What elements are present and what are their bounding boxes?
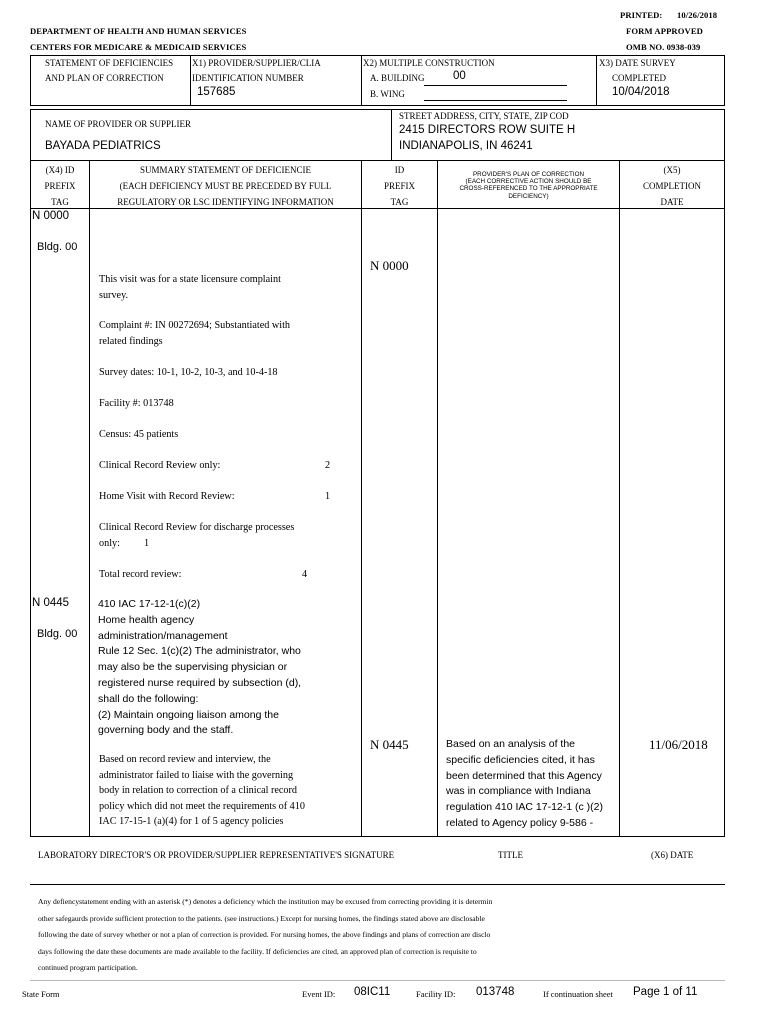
complaint-text	[99, 318, 354, 349]
event-id-label: Event ID:	[302, 989, 336, 999]
x3-label-1: X3) DATE SURVEY	[599, 58, 676, 68]
finding-line: IAC 17-15-1 (a)(4) for 1 of 5 agency policies	[99, 816, 284, 827]
home-visit-label: Home Visit with Record Review:	[99, 491, 235, 502]
visit-line-2: survey.	[99, 289, 129, 301]
provider-id-value: 157685	[197, 86, 236, 98]
x4-header-1: (X4) ID	[45, 165, 75, 175]
x5-header-2: COMPLETION	[643, 181, 701, 191]
regulation-line: Home health agency	[98, 613, 195, 626]
id-prefix-tag-1: N 0000	[370, 258, 409, 273]
plan-line: Based on an analysis of the	[446, 738, 576, 750]
title-label: TITLE	[498, 850, 523, 860]
regulation-line: (2) Maintain ongoing liaison among the	[98, 708, 279, 721]
printed-date: 10/26/2018	[677, 10, 718, 20]
home-visit-value: 1	[325, 491, 331, 502]
completion-date: 11/06/2018	[649, 737, 708, 752]
plan-line: been determined that this Agency	[446, 769, 602, 782]
address-line-1: 2415 DIRECTORS ROW SUITE H	[399, 124, 576, 136]
disclaimer-line: Any defiencystatement ending with an asterisk (*) denotes a deficiency which the institution may be excused from correcting providing it is determin	[38, 897, 493, 906]
facility-number-text: Facility #: 013748	[99, 398, 174, 409]
finding-line: body in relation to correction of a clinical record	[99, 785, 298, 796]
disclaimer	[38, 894, 724, 977]
signature-label: LABORATORY DIRECTOR'S OR PROVIDER/SUPPLIER REPRESENTATIVE'S SIGNATURE	[38, 850, 395, 860]
x1-label-1: X1) PROVIDER/SUPPLIER/CLIA	[192, 58, 321, 68]
x4-header-3: TAG	[51, 197, 69, 207]
continuation-label: If continuation sheet	[543, 989, 613, 999]
facility-id-value: 013748	[476, 986, 515, 998]
id-header-3: TAG	[390, 197, 409, 207]
total-review-value: 4	[302, 569, 308, 580]
id-header-1: ID	[394, 165, 405, 175]
provider-name-label: NAME OF PROVIDER OR SUPPLIER	[45, 119, 192, 129]
provider-name-value: BAYADA PEDIATRICS	[45, 140, 161, 152]
regulation-line: governing body and the staff.	[98, 724, 234, 737]
building-label: A. BUILDING	[370, 73, 425, 83]
form-approved: FORM APPROVED	[626, 26, 703, 36]
department-title: DEPARTMENT OF HEALTH AND HUMAN SERVICES	[30, 26, 247, 36]
discharge-review-label: only:	[99, 538, 120, 549]
finding-line: Based on record review and interview, the	[99, 754, 271, 765]
prefix-tag-1: N 0000	[32, 210, 70, 222]
regulation-text	[98, 597, 358, 739]
visit-text	[99, 272, 354, 303]
plan-header	[438, 171, 619, 200]
omb-number: OMB NO. 0938-039	[626, 42, 701, 52]
regulation-line: 410 IAC 17-12-1(c)(2)	[98, 598, 201, 610]
plan-of-correction-text	[446, 737, 616, 832]
building-tag-1: Bldg. 00	[37, 241, 78, 253]
plan-line: specific deficiencies cited, it has	[446, 753, 595, 766]
plan-header-2: (EACH CORRECTIVE ACTION SHOULD BE	[465, 178, 592, 186]
clinical-review-value: 2	[325, 460, 331, 471]
regulation-line: may also be the supervising physician or	[98, 661, 288, 674]
plan-header-4: DEFICIENCY)	[508, 192, 549, 200]
visit-line-1: This visit was for a state licensure complaint	[99, 274, 281, 285]
x5-header-1: (X5)	[663, 165, 681, 175]
plan-header-3: CROSS-REFERENCED TO THE APPROPRIATE	[459, 185, 598, 193]
disclaimer-line: continued program participation.	[38, 963, 138, 972]
building-value: 00	[453, 70, 466, 82]
wing-label: B. WING	[370, 89, 405, 99]
discharge-review-value: 1	[144, 538, 150, 549]
printed-label: PRINTED:	[620, 10, 663, 20]
x1-label-2: IDENTIFICATION NUMBER	[192, 73, 304, 83]
complaint-line-1: Complaint #: IN 00272694; Substantiated with	[99, 320, 291, 331]
facility-id-label: Facility ID:	[416, 989, 456, 999]
plan-header-1: PROVIDER'S PLAN OF CORRECTION	[472, 171, 585, 178]
id-header-2: PREFIX	[383, 181, 415, 191]
disclaimer-line: other safegaurds provide sufficient protection to the patients. (see instructions.) Except for nursing homes, the findings stated above are disclosable	[38, 913, 485, 923]
regulation-line: Rule 12 Sec. 1(c)(2) The administrator, who	[98, 645, 301, 658]
summary-header-2: (EACH DEFICIENCY MUST BE PRECEDED BY FULL	[119, 181, 332, 191]
regulation-line: registered nurse required by subsection (d),	[98, 676, 302, 689]
x4-header-2: PREFIX	[44, 181, 76, 191]
statement-label-1: STATEMENT OF DEFICIENCIES	[45, 58, 174, 68]
survey-date-value: 10/04/2018	[612, 86, 670, 98]
state-form-label: State Form	[22, 989, 60, 999]
finding-line: administrator failed to liaise with the governing	[99, 769, 294, 781]
disclaimer-line: following the date of survey whether or not a plan of correction is provided. For nursing homes, the above findings and plans of correction are disclo	[38, 930, 491, 939]
x5-header-3: DATE	[660, 197, 684, 207]
prefix-tag-2: N 0445	[32, 597, 70, 609]
building-tag-2: Bldg. 00	[37, 628, 78, 640]
id-prefix-tag-2: N 0445	[370, 737, 409, 752]
clinical-review-label: Clinical Record Review only:	[99, 460, 221, 471]
plan-line: regulation 410 IAC 17-12-1 (c )(2)	[446, 801, 603, 814]
plan-line: related to Agency policy 9-586 -	[446, 816, 594, 829]
census-text: Census: 45 patients	[99, 429, 179, 440]
summary-header-1: SUMMARY STATEMENT OF DEFICIENCIE	[139, 165, 312, 175]
complaint-line-2: related findings	[99, 335, 163, 347]
address-label: STREET ADDRESS, CITY, STATE, ZIP COD	[399, 111, 569, 121]
regulation-line: administration/management	[98, 629, 228, 642]
disclaimer-line: days following the date these documents are made available to the facility. If deficiencies are cited, an approved plan of correction is requisite to	[38, 946, 477, 956]
discharge-review-line-1: Clinical Record Review for discharge processes	[99, 522, 295, 533]
finding-text	[99, 752, 357, 830]
x3-label-2: COMPLETED	[612, 73, 666, 83]
regulation-line: shall do the following:	[98, 692, 199, 705]
statement-label-2: AND PLAN OF CORRECTION	[45, 73, 164, 83]
x2-label: X2) MULTIPLE CONSTRUCTION	[363, 58, 495, 68]
summary-header-3: REGULATORY OR LSC IDENTIFYING INFORMATION	[117, 197, 334, 207]
event-id-value: 08IC11	[354, 986, 391, 998]
cms-title: CENTERS FOR MEDICARE & MEDICAID SERVICES	[30, 42, 247, 52]
survey-dates-text: Survey dates: 10-1, 10-2, 10-3, and 10-4-18	[99, 367, 278, 378]
finding-line: policy which did not meet the requirements of 410	[99, 800, 305, 812]
x6-date-label: (X6) DATE	[651, 850, 694, 860]
address-line-2: INDIANAPOLIS, IN 46241	[399, 140, 533, 152]
page-number: Page 1 of 11	[633, 986, 698, 998]
plan-line: was in compliance with Indiana	[446, 785, 591, 798]
total-review-label: Total record review:	[99, 569, 182, 580]
